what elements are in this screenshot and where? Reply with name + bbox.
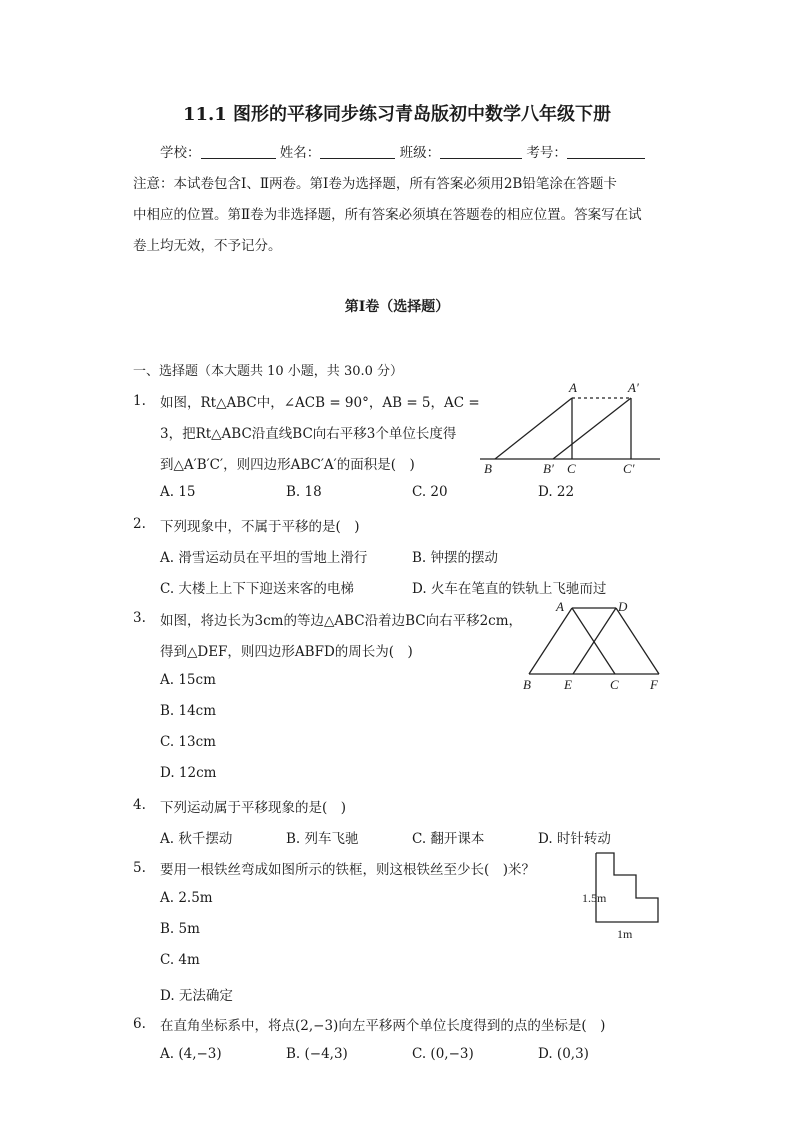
label-A: A	[569, 380, 577, 395]
segment-A1B1	[553, 398, 631, 459]
segment-DE	[573, 608, 616, 674]
question-text-line: 得到△DEF，则四边形ABFD的周长为( )	[160, 644, 413, 660]
label-F: F	[650, 677, 658, 692]
question-text-line: 在直角坐标系中，将点(2,−3)向左平移两个单位长度得到的点的坐标是( )	[160, 1018, 606, 1034]
label-C: C	[567, 461, 576, 476]
label-A-prime: A′	[628, 380, 639, 395]
option-d[interactable]: D. 时针转动	[538, 831, 611, 847]
option-c[interactable]: C. 翻开课本	[412, 831, 485, 847]
question-number: 1.	[133, 393, 146, 409]
notice-line-2: 中相应的位置。第Ⅱ卷为非选择题，所有答案必须填在答题卷的相应位置。答案写在试	[133, 207, 642, 223]
option-c[interactable]: C. (0,−3)	[412, 1046, 474, 1062]
question-text-line: 下列现象中，不属于平移的是( )	[160, 519, 360, 535]
class-label: 班级：	[399, 145, 441, 161]
option-b[interactable]: B. (−4,3)	[286, 1046, 348, 1062]
option-c[interactable]: C. 大楼上上下下迎送来客的电梯	[160, 581, 354, 597]
stepped-frame	[596, 853, 658, 922]
label-D: D	[618, 599, 628, 614]
section-title: 第Ⅰ卷（选择题）	[344, 299, 450, 315]
translation-triangle-figure	[475, 378, 665, 478]
question-number: 5.	[133, 860, 146, 876]
question-text-line: 3，把Rt△ABC沿直线BC向右平移3个单位长度得	[160, 426, 457, 442]
question-text-line: 如图，将边长为3cm的等边△ABC沿着边BC向右平移2cm，	[160, 613, 523, 629]
option-d[interactable]: D. (0,3)	[538, 1046, 589, 1062]
option-d[interactable]: D. 12cm	[160, 765, 217, 781]
option-b[interactable]: B. 14cm	[160, 703, 217, 719]
question-text-line: 到△A′B′C′，则四边形ABC′A′的面积是( )	[160, 457, 415, 473]
exam-no-label: 考号：	[526, 145, 567, 161]
option-b[interactable]: B. 18	[286, 484, 322, 500]
label-A: A	[556, 599, 564, 614]
question-number: 3.	[133, 610, 146, 626]
question-text-line: 要用一根铁丝弯成如图所示的铁框，则这根铁丝至少长( )米？	[160, 862, 536, 878]
class-blank[interactable]	[440, 144, 522, 159]
label-width: 1m	[617, 927, 633, 941]
label-B: B	[484, 461, 492, 476]
label-C-prime: C′	[623, 461, 635, 476]
segment-AB	[529, 608, 572, 674]
label-height: 1.5m	[582, 891, 607, 905]
question-number: 2.	[133, 516, 146, 532]
label-C: C	[610, 677, 619, 692]
option-a[interactable]: A. 秋千摆动	[160, 831, 233, 847]
option-d[interactable]: D. 无法确定	[160, 988, 233, 1004]
segment-AB	[495, 398, 572, 459]
option-c[interactable]: C. 13cm	[160, 734, 216, 750]
segment-DF	[616, 608, 659, 674]
option-d[interactable]: D. 火车在笔直的铁轨上飞驰而过	[412, 581, 607, 597]
paper-title: 11.1 图形的平移同步练习青岛版初中数学八年级下册	[182, 104, 612, 125]
option-d[interactable]: D. 22	[538, 484, 575, 500]
notice-line-1: 注意：本试卷包含Ⅰ、Ⅱ两卷。第Ⅰ卷为选择题，所有答案必须用2B铅笔涂在答题卡	[133, 176, 617, 192]
label-E: E	[564, 677, 572, 692]
option-a[interactable]: A. 滑雪运动员在平坦的雪地上滑行	[160, 550, 368, 566]
exam-no-blank[interactable]	[567, 144, 645, 159]
option-a[interactable]: A. 2.5m	[160, 890, 213, 906]
question-text-line: 如图，Rt△ABC中，∠ACB = 90°，AB = 5，AC =	[160, 395, 480, 411]
option-b[interactable]: B. 5m	[160, 921, 200, 937]
option-a[interactable]: A. (4,−3)	[160, 1046, 222, 1062]
name-blank[interactable]	[320, 144, 395, 159]
equilateral-translation-figure	[518, 596, 668, 694]
school-blank[interactable]	[201, 144, 276, 159]
option-c[interactable]: C. 20	[412, 484, 448, 500]
part-heading: 一、选择题（本大题共 10 小题，共 30.0 分）	[133, 364, 404, 379]
option-a[interactable]: A. 15	[160, 484, 196, 500]
option-c[interactable]: C. 4m	[160, 952, 200, 968]
question-number: 4.	[133, 797, 146, 813]
label-B: B	[523, 677, 531, 692]
question-text-line: 下列运动属于平移现象的是( )	[160, 800, 347, 816]
wire-frame-figure	[578, 846, 668, 946]
option-b[interactable]: B. 钟摆的摆动	[412, 550, 499, 566]
student-info-line	[160, 141, 645, 161]
school-label: 学校：	[160, 145, 201, 161]
segment-AC	[572, 608, 615, 674]
label-B-prime: B′	[543, 461, 554, 476]
option-a[interactable]: A. 15cm	[160, 672, 216, 688]
notice-line-3: 卷上均无效，不予记分。	[133, 238, 282, 254]
question-number: 6.	[133, 1016, 146, 1032]
name-label: 姓名：	[279, 145, 321, 161]
option-b[interactable]: B. 列车飞驰	[286, 831, 359, 847]
